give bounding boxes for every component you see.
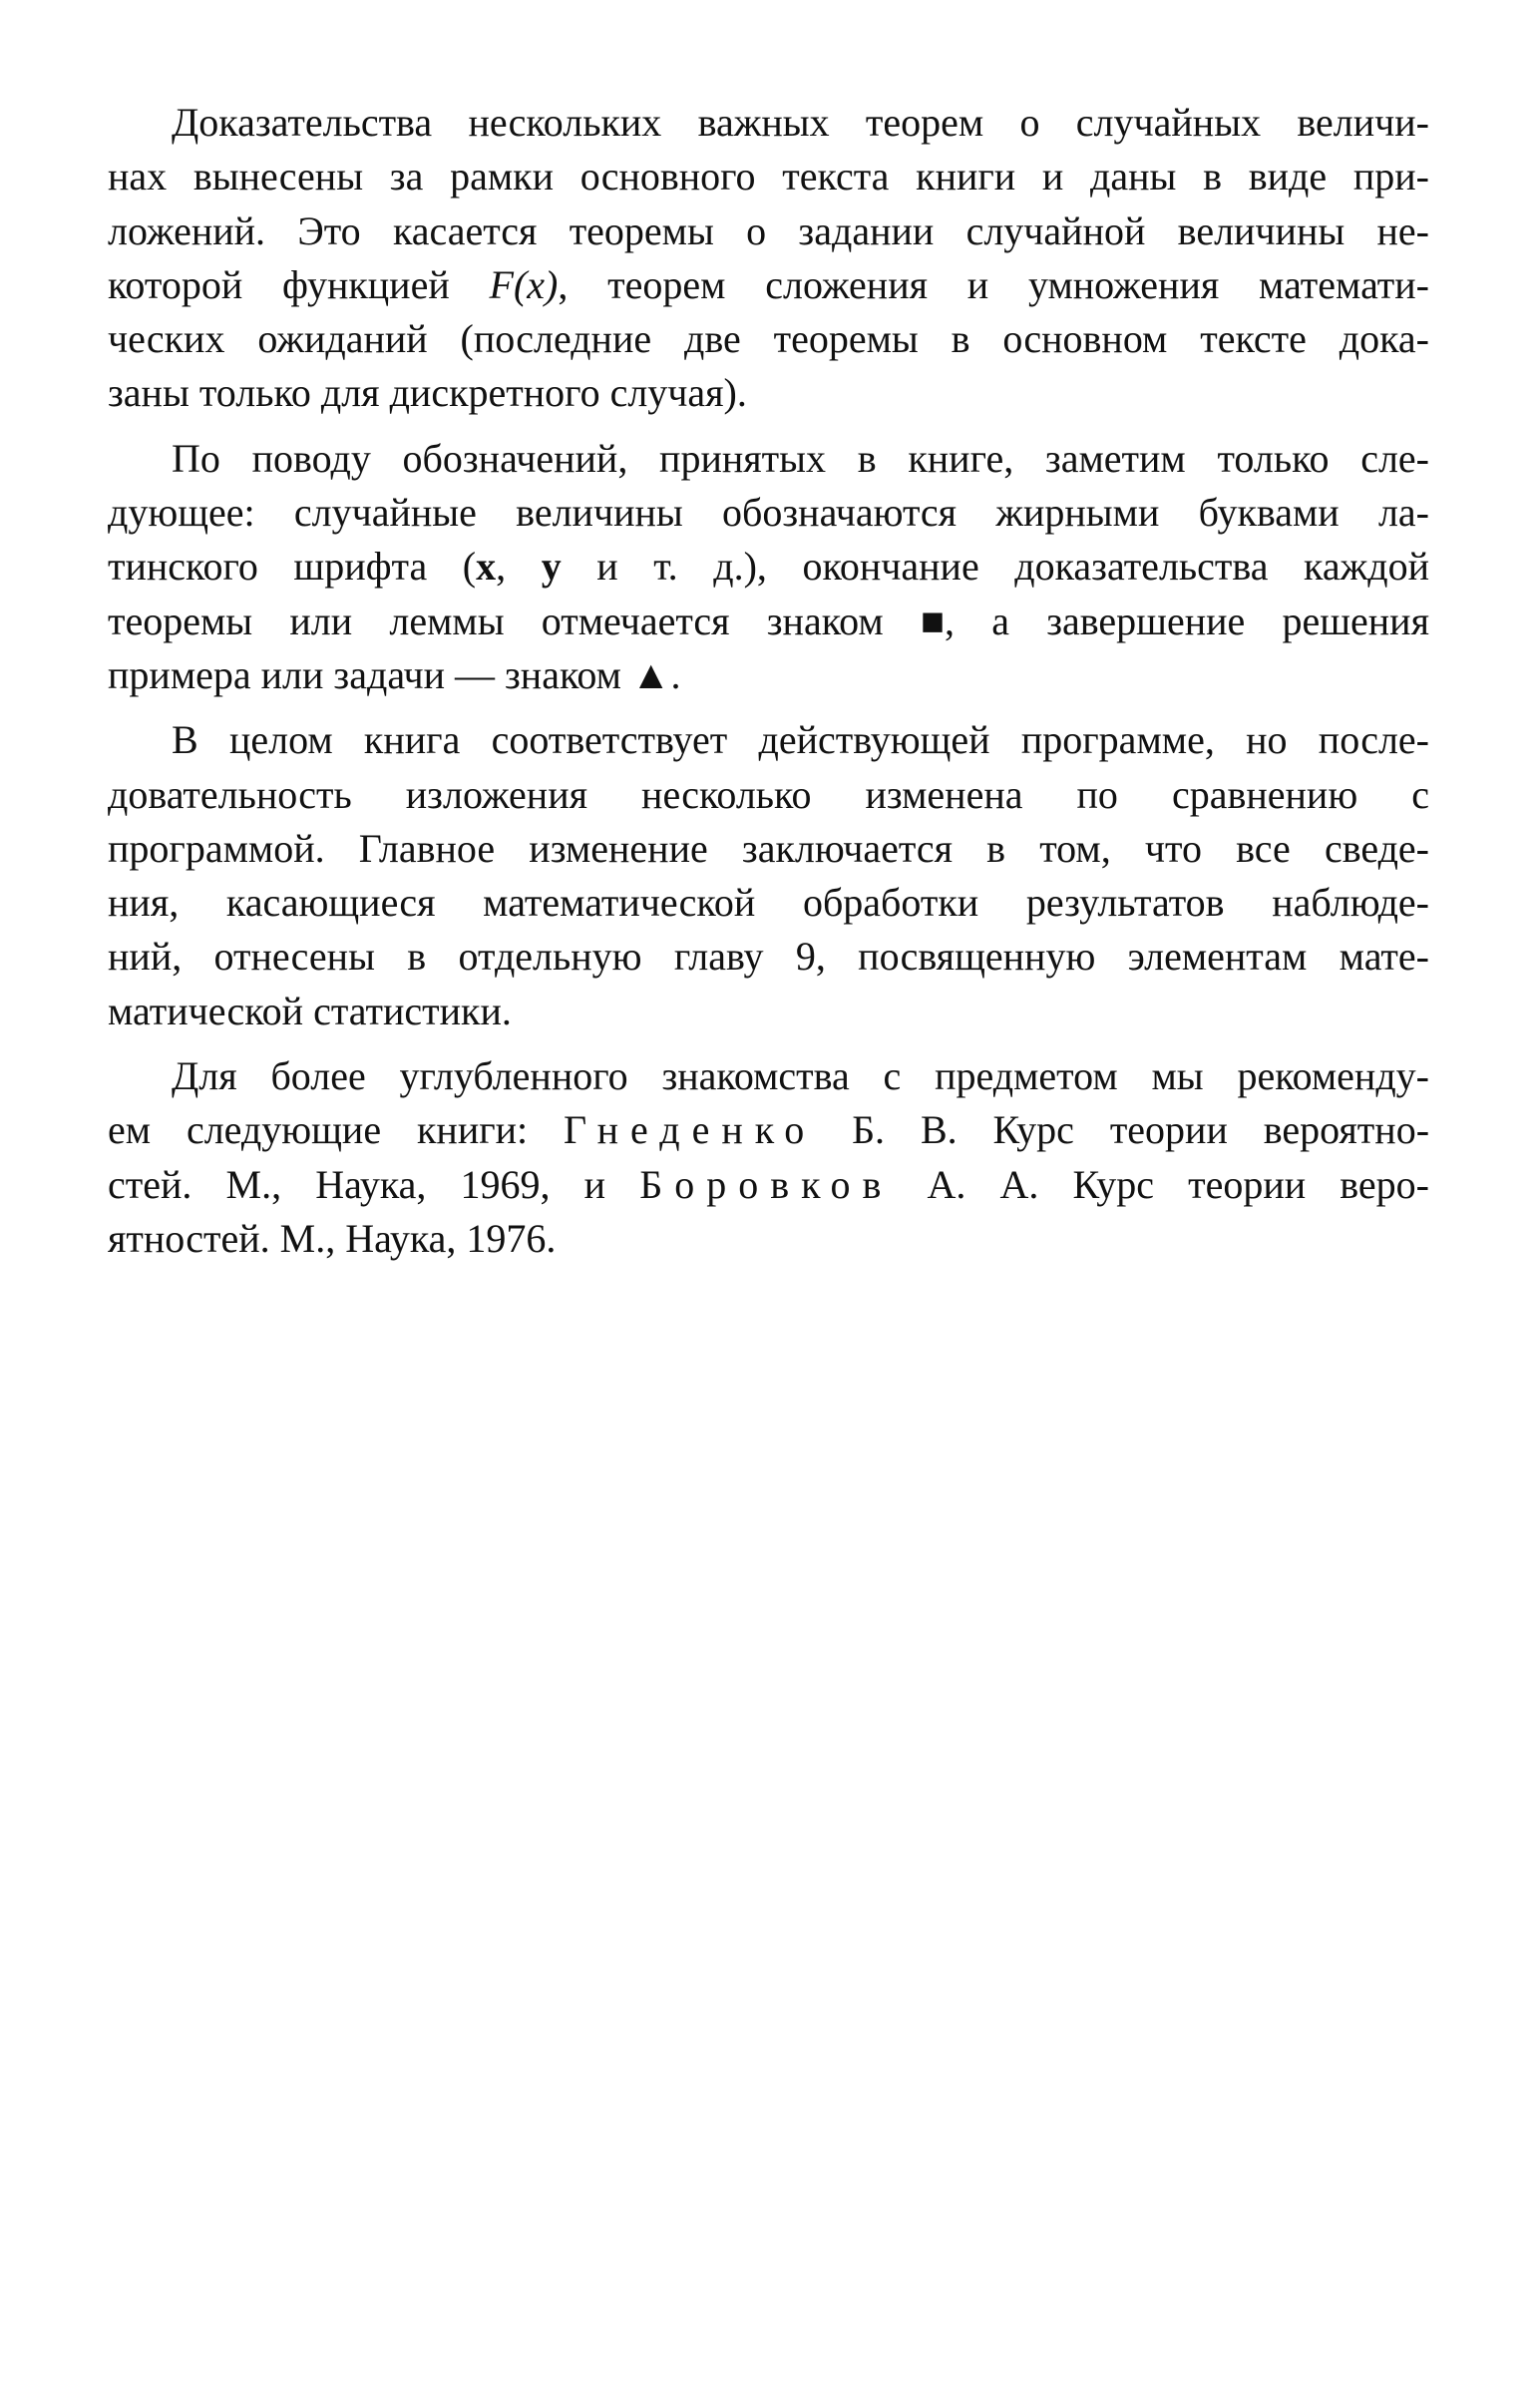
formula: F(x) <box>489 261 559 307</box>
text-run: Б. В. Курс теории вероятно- <box>816 1107 1430 1153</box>
end-of-solution-icon: ▲ <box>630 651 671 697</box>
text-line <box>108 150 1429 203</box>
text-line <box>108 1049 1429 1103</box>
text-run: А. А. Курс теории веро- <box>893 1161 1429 1207</box>
paragraph-2 <box>108 432 1429 702</box>
text-line <box>108 1103 1429 1157</box>
text-run: По поводу обозначений, принятых в книге, заметим только сле- <box>172 435 1429 481</box>
text-line <box>108 432 1429 486</box>
text-run: Доказательства нескольких важных теорем о случайных величи- <box>172 100 1429 145</box>
author-name: Боровков <box>639 1161 894 1207</box>
text-line <box>108 204 1429 258</box>
text-line <box>108 876 1429 930</box>
text-run: матической статистики. <box>108 988 512 1033</box>
text-run: ний, отнесены в отдельную главу 9, посвященную элементам мате- <box>108 934 1429 980</box>
text-line <box>108 985 1429 1038</box>
text-run: дующее: случайные величины обозначаются жирными буквами ла- <box>108 490 1429 536</box>
text-run: , теорем сложения и умножения математи- <box>558 261 1429 307</box>
text-run: Для более углубленного знакомства с предметом мы рекоменду- <box>172 1053 1429 1099</box>
end-of-proof-icon: ■ <box>920 598 946 643</box>
text-run: программой. Главное изменение заключается в том, что все сведе- <box>108 825 1429 871</box>
text-line <box>108 930 1429 984</box>
text-line <box>108 486 1429 540</box>
preface-body <box>108 96 1429 1266</box>
paragraph-4 <box>108 1049 1429 1266</box>
text-run: заны только для дискретного случая). <box>108 370 747 416</box>
text-run: ческих ожиданий (последние две теоремы в основном тексте дока- <box>108 316 1429 362</box>
text-line <box>108 540 1429 594</box>
paragraph-3 <box>108 713 1429 1038</box>
text-run: ятностей. М., Наука, 1976. <box>108 1215 557 1261</box>
text-run: которой функцией <box>108 261 490 307</box>
text-run: теоремы или леммы отмечается знаком <box>108 598 921 643</box>
text-line <box>108 366 1429 420</box>
text-line <box>108 1158 1429 1212</box>
text-line <box>108 713 1429 767</box>
page-text <box>108 96 1429 1277</box>
text-line <box>108 258 1429 312</box>
text-line <box>108 822 1429 876</box>
text-line <box>108 312 1429 366</box>
text-line <box>108 96 1429 150</box>
text-run: , а завершение решения <box>945 598 1429 643</box>
text-run: . <box>670 651 681 697</box>
text-run: ложений. Это касается теоремы о задании случайной величины не- <box>108 207 1429 253</box>
author-name: Гнеденко <box>564 1107 817 1153</box>
text-line <box>108 1212 1429 1266</box>
text-run: , <box>496 544 542 590</box>
text-run: довательность изложения несколько изменена по сравнению с <box>108 771 1429 817</box>
text-run: ем следующие книги: <box>108 1107 565 1153</box>
text-run: стей. М., Наука, 1969, и <box>108 1161 640 1207</box>
text-line <box>108 648 1429 702</box>
bold-variable: x <box>476 544 497 590</box>
text-run: примера или задачи — знаком <box>108 651 631 697</box>
text-line <box>108 595 1429 648</box>
bold-variable: y <box>541 544 562 590</box>
text-line <box>108 768 1429 822</box>
text-run: нах вынесены за рамки основного текста книги и даны в виде при- <box>108 154 1429 200</box>
text-run: и т. д.), окончание доказательства каждой <box>561 544 1430 590</box>
text-run: тинского шрифта ( <box>108 544 477 590</box>
paragraph-1 <box>108 96 1429 421</box>
text-run: ния, касающиеся математической обработки результатов наблюде- <box>108 880 1429 926</box>
text-run: В целом книга соответствует действующей программе, но после- <box>172 717 1429 763</box>
